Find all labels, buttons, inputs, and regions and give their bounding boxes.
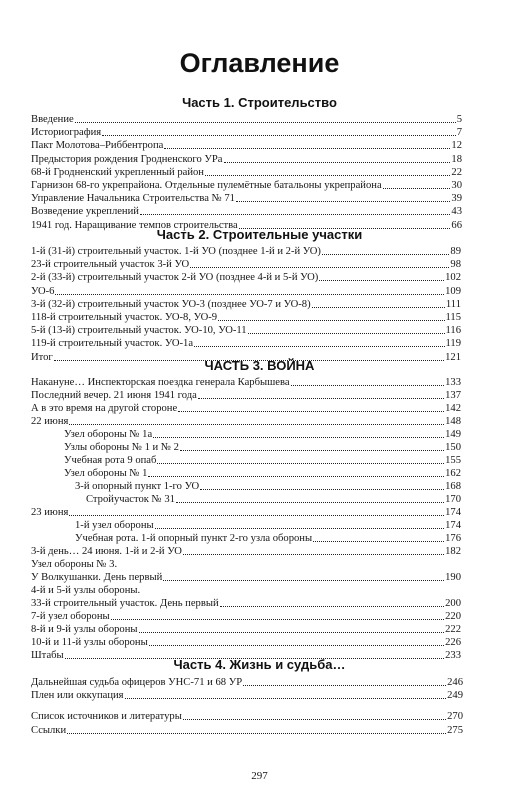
dot-leader	[236, 201, 450, 202]
dot-leader	[176, 502, 444, 503]
toc-entry-page: 149	[445, 429, 461, 440]
page-title: Оглавление	[179, 48, 340, 78]
toc-entry-title: 3-й (32-й) строительный участок УО-3 (позднее УО-7 и УО-8)	[31, 298, 311, 310]
toc-entry-page: 133	[445, 377, 461, 388]
toc-entry[interactable]	[64, 441, 461, 454]
toc-entry[interactable]	[31, 584, 461, 597]
toc-entry-page: 98	[450, 259, 461, 271]
toc-entry[interactable]	[31, 153, 462, 166]
toc-entry[interactable]	[31, 545, 461, 558]
toc-entry-page: 246	[447, 677, 463, 688]
dot-leader	[190, 267, 449, 268]
toc-entry-page: 119	[445, 338, 461, 350]
dot-leader	[243, 685, 446, 686]
toc-entry-title: Итог	[31, 351, 53, 363]
dot-leader	[67, 733, 446, 734]
toc-entry-title: Учебная рота. 1-й опорный пункт 2-го узла обороны	[75, 533, 313, 544]
dot-leader	[148, 476, 444, 477]
toc-entry-title: 2-й (33-й) строительный участок 2-й УО (позднее 4-й и 5-й УО)	[31, 272, 319, 284]
toc-entry-title: А в это время на другой стороне	[31, 403, 178, 414]
toc-entry[interactable]	[31, 298, 461, 311]
toc-entry-title: 119-й строительный участок. УО-1а	[31, 338, 194, 350]
toc-entry-page: 226	[445, 637, 461, 648]
toc-entry-title: 5-й (13-й) строительный участок. УО-10, УО-11	[31, 325, 247, 337]
dot-leader	[200, 489, 444, 490]
toc-entry[interactable]	[31, 245, 461, 258]
toc-entry-page: 102	[445, 272, 461, 284]
toc-entry[interactable]	[31, 166, 462, 179]
toc-entry-page: 275	[447, 724, 463, 736]
dot-leader	[139, 632, 445, 633]
dot-leader	[164, 148, 450, 149]
toc-entry-page: 66	[451, 219, 462, 231]
dot-leader	[183, 554, 444, 555]
toc-entry-title: 4-й и 5-й узлы обороны.	[31, 585, 141, 596]
dot-leader	[183, 719, 446, 720]
toc-entry-page: 168	[445, 481, 461, 492]
toc-entry-title: 33-й строительный участок. День первый	[31, 598, 219, 609]
toc-entry[interactable]	[31, 337, 461, 350]
toc-entry-title: 1941 год. Наращивание темпов строительства	[31, 219, 238, 231]
dot-leader	[205, 175, 450, 176]
toc-entry-title: Узел обороны № 1	[64, 468, 148, 479]
dot-leader	[75, 122, 456, 123]
toc-entry[interactable]	[31, 285, 461, 298]
toc-entry[interactable]	[31, 402, 461, 415]
toc-entry-page: 121	[445, 351, 461, 363]
dot-leader	[313, 541, 444, 542]
toc-entry[interactable]	[31, 710, 463, 723]
toc-entry-title: 1-й узел обороны	[75, 520, 154, 531]
toc-entry-page: 43	[451, 206, 462, 218]
toc-entry-title: Введение	[31, 114, 74, 125]
toc-entry-title: 23-й строительный участок 3-й УО	[31, 259, 190, 271]
dot-leader	[383, 188, 451, 189]
toc-entry-title: 22 июня	[31, 416, 69, 427]
toc-entry[interactable]	[64, 467, 461, 480]
toc-entry-title: Список источников и литературы	[31, 711, 182, 722]
toc-entry-title: Учебная рота 9 опаб	[64, 455, 157, 466]
toc-entry-title: Узлы обороны № 1 и № 2	[64, 442, 179, 453]
toc-entry[interactable]	[31, 676, 463, 689]
dot-leader	[198, 398, 444, 399]
toc-entry-page: 233	[445, 650, 461, 661]
toc-entry[interactable]	[31, 389, 461, 402]
toc-entry-page: 115	[445, 312, 461, 323]
toc-entry[interactable]	[31, 311, 461, 324]
dot-leader	[163, 580, 444, 581]
toc-entry-page: 222	[445, 624, 461, 635]
toc-entry-title: Узел обороны № 1а	[64, 429, 153, 440]
dot-leader	[111, 619, 444, 620]
toc-entry[interactable]	[31, 623, 461, 636]
toc-entry-title: Возведение укреплений	[31, 206, 139, 218]
dot-leader	[220, 606, 444, 607]
toc-entry-title: Дальнейшая судьба офицеров УНС-71 и 68 УР	[31, 677, 243, 688]
dot-leader	[102, 135, 456, 136]
dot-leader	[140, 214, 450, 215]
toc-entry-page: 7	[456, 127, 462, 139]
toc-entry-page: 174	[445, 507, 461, 518]
toc-entry-title: Пакт Молотова–Риббентропа	[31, 140, 164, 152]
toc-entry-page: 182	[445, 546, 461, 557]
dot-leader	[322, 254, 449, 255]
dot-leader	[157, 463, 444, 464]
part-2-heading: Часть 2. Строительные участки	[156, 227, 363, 242]
toc-entry[interactable]	[31, 415, 461, 428]
toc-entry-page: 155	[445, 455, 461, 466]
toc-entry-page: 5	[456, 114, 462, 125]
toc-entry[interactable]	[31, 258, 461, 271]
toc-entry-title: УО-6	[31, 285, 55, 297]
toc-entry-title: Штабы	[31, 650, 64, 661]
toc-entry-page: 150	[445, 442, 461, 453]
toc-entry-page: 170	[445, 494, 461, 505]
toc-entry-title: Узел обороны № 3.	[31, 559, 118, 570]
toc-entry[interactable]	[31, 558, 461, 571]
dot-leader	[149, 645, 444, 646]
toc-entry[interactable]	[31, 571, 461, 584]
toc-entry-page: 142	[445, 403, 461, 414]
toc-entry-title: Ссылки	[31, 724, 67, 736]
part-4-heading: Часть 4. Жизнь и судьба…	[173, 657, 346, 672]
toc-entry-page: 12	[451, 140, 462, 152]
dot-leader	[224, 162, 451, 163]
toc-entry-title: Накануне… Инспекторская поездка генерала Карбышева	[31, 377, 290, 388]
toc-entry-title: 1-й (31-й) строительный участок. 1-й УО (позднее 1-й и 2-й УО)	[31, 246, 321, 257]
dot-leader	[125, 698, 447, 699]
toc-entry-page: 30	[451, 180, 462, 191]
dot-leader	[312, 307, 445, 308]
dot-leader	[194, 346, 444, 347]
toc-entry-title: Гарнизон 68-го укрепрайона. Отдельные пулемётные батальоны укрепрайона	[31, 180, 382, 191]
toc-entry[interactable]	[31, 636, 461, 649]
toc-entry-page: 89	[450, 246, 461, 257]
toc-entry[interactable]	[31, 376, 461, 389]
toc-entry-title: 68-й Гродненский укрепленный район	[31, 166, 204, 178]
toc-entry[interactable]	[31, 324, 461, 337]
toc-entry[interactable]	[31, 192, 462, 205]
toc-entry-page: 18	[451, 153, 462, 165]
toc-entry[interactable]	[64, 454, 461, 467]
toc-entry-page: 220	[445, 611, 461, 622]
toc-entry-title: Плен или оккупация	[31, 690, 124, 702]
part-1-heading: Часть 1. Строительство	[182, 95, 337, 110]
toc-entry-title: 23 июня	[31, 507, 69, 518]
dot-leader	[153, 437, 444, 438]
toc-entry-title: 10-й и 11-й узлы обороны	[31, 637, 148, 648]
dot-leader	[248, 333, 445, 334]
toc-entry[interactable]	[86, 493, 461, 506]
toc-entry-title: Стройучасток № 31	[86, 494, 175, 505]
toc-entry-page: 200	[445, 598, 461, 609]
toc-entry[interactable]	[31, 271, 461, 284]
toc-entry[interactable]	[31, 689, 463, 702]
toc-entry[interactable]	[31, 597, 461, 610]
toc-entry-title: Предыстория рождения Гродненского УРа	[31, 153, 223, 165]
page-number: 297	[251, 770, 268, 782]
toc-entry-title: У Волкушанки. День первый	[31, 572, 163, 583]
toc-entry-title: 8-й и 9-й узлы обороны	[31, 624, 138, 635]
toc-entry-page: 22	[451, 166, 462, 178]
toc-entry[interactable]	[31, 610, 461, 623]
toc-entry-page: 39	[451, 193, 462, 205]
toc-entry-page: 162	[445, 468, 461, 479]
dot-leader	[178, 411, 444, 412]
dot-leader	[69, 424, 444, 425]
toc-entry-page: 111	[445, 298, 461, 310]
toc-entry-title: Историография	[31, 127, 102, 139]
toc-entry-page: 174	[445, 520, 461, 531]
toc-entry-page: 249	[447, 690, 463, 702]
dot-leader	[55, 294, 444, 295]
dot-leader	[319, 280, 444, 281]
toc-entry-title: Последний вечер. 21 июня 1941 года	[31, 390, 197, 401]
toc-entry[interactable]	[75, 480, 461, 493]
toc-entry[interactable]	[31, 724, 463, 737]
toc-entry-title: 7-й узел обороны	[31, 611, 110, 622]
part-3-heading: ЧАСТЬ 3. ВОЙНА	[204, 358, 315, 373]
toc-entry[interactable]	[31, 179, 462, 192]
toc-entry[interactable]	[31, 205, 462, 218]
toc-entry[interactable]	[31, 126, 462, 139]
dot-leader	[218, 320, 444, 321]
dot-leader	[155, 528, 444, 529]
toc-entry-page: 270	[447, 711, 463, 722]
toc-entry-page: 109	[445, 285, 461, 297]
toc-entry-title: 3-й день… 24 июня. 1-й и 2-й УО	[31, 546, 182, 557]
toc-entry-page: 137	[445, 390, 461, 401]
toc-entry[interactable]	[64, 428, 461, 441]
toc-entry-title: 118-й строительный участок. УО-8, УО-9	[31, 312, 218, 323]
dot-leader	[180, 450, 444, 451]
toc-entry[interactable]	[31, 113, 462, 126]
toc-entry-page: 148	[445, 416, 461, 427]
toc-entry-page: 116	[445, 325, 461, 337]
toc-entry-title: Управление Начальника Строительства № 71	[31, 193, 235, 205]
toc-entry[interactable]	[31, 506, 461, 519]
toc-entry[interactable]	[31, 139, 462, 152]
toc-entry-page: 190	[445, 572, 461, 583]
toc-entry-title: 3-й опорный пункт 1-го УО	[75, 481, 200, 492]
toc-entry-page: 176	[445, 533, 461, 544]
toc-entry[interactable]	[75, 532, 461, 545]
dot-leader	[69, 515, 444, 516]
toc-entry[interactable]	[75, 519, 461, 532]
dot-leader	[291, 385, 445, 386]
